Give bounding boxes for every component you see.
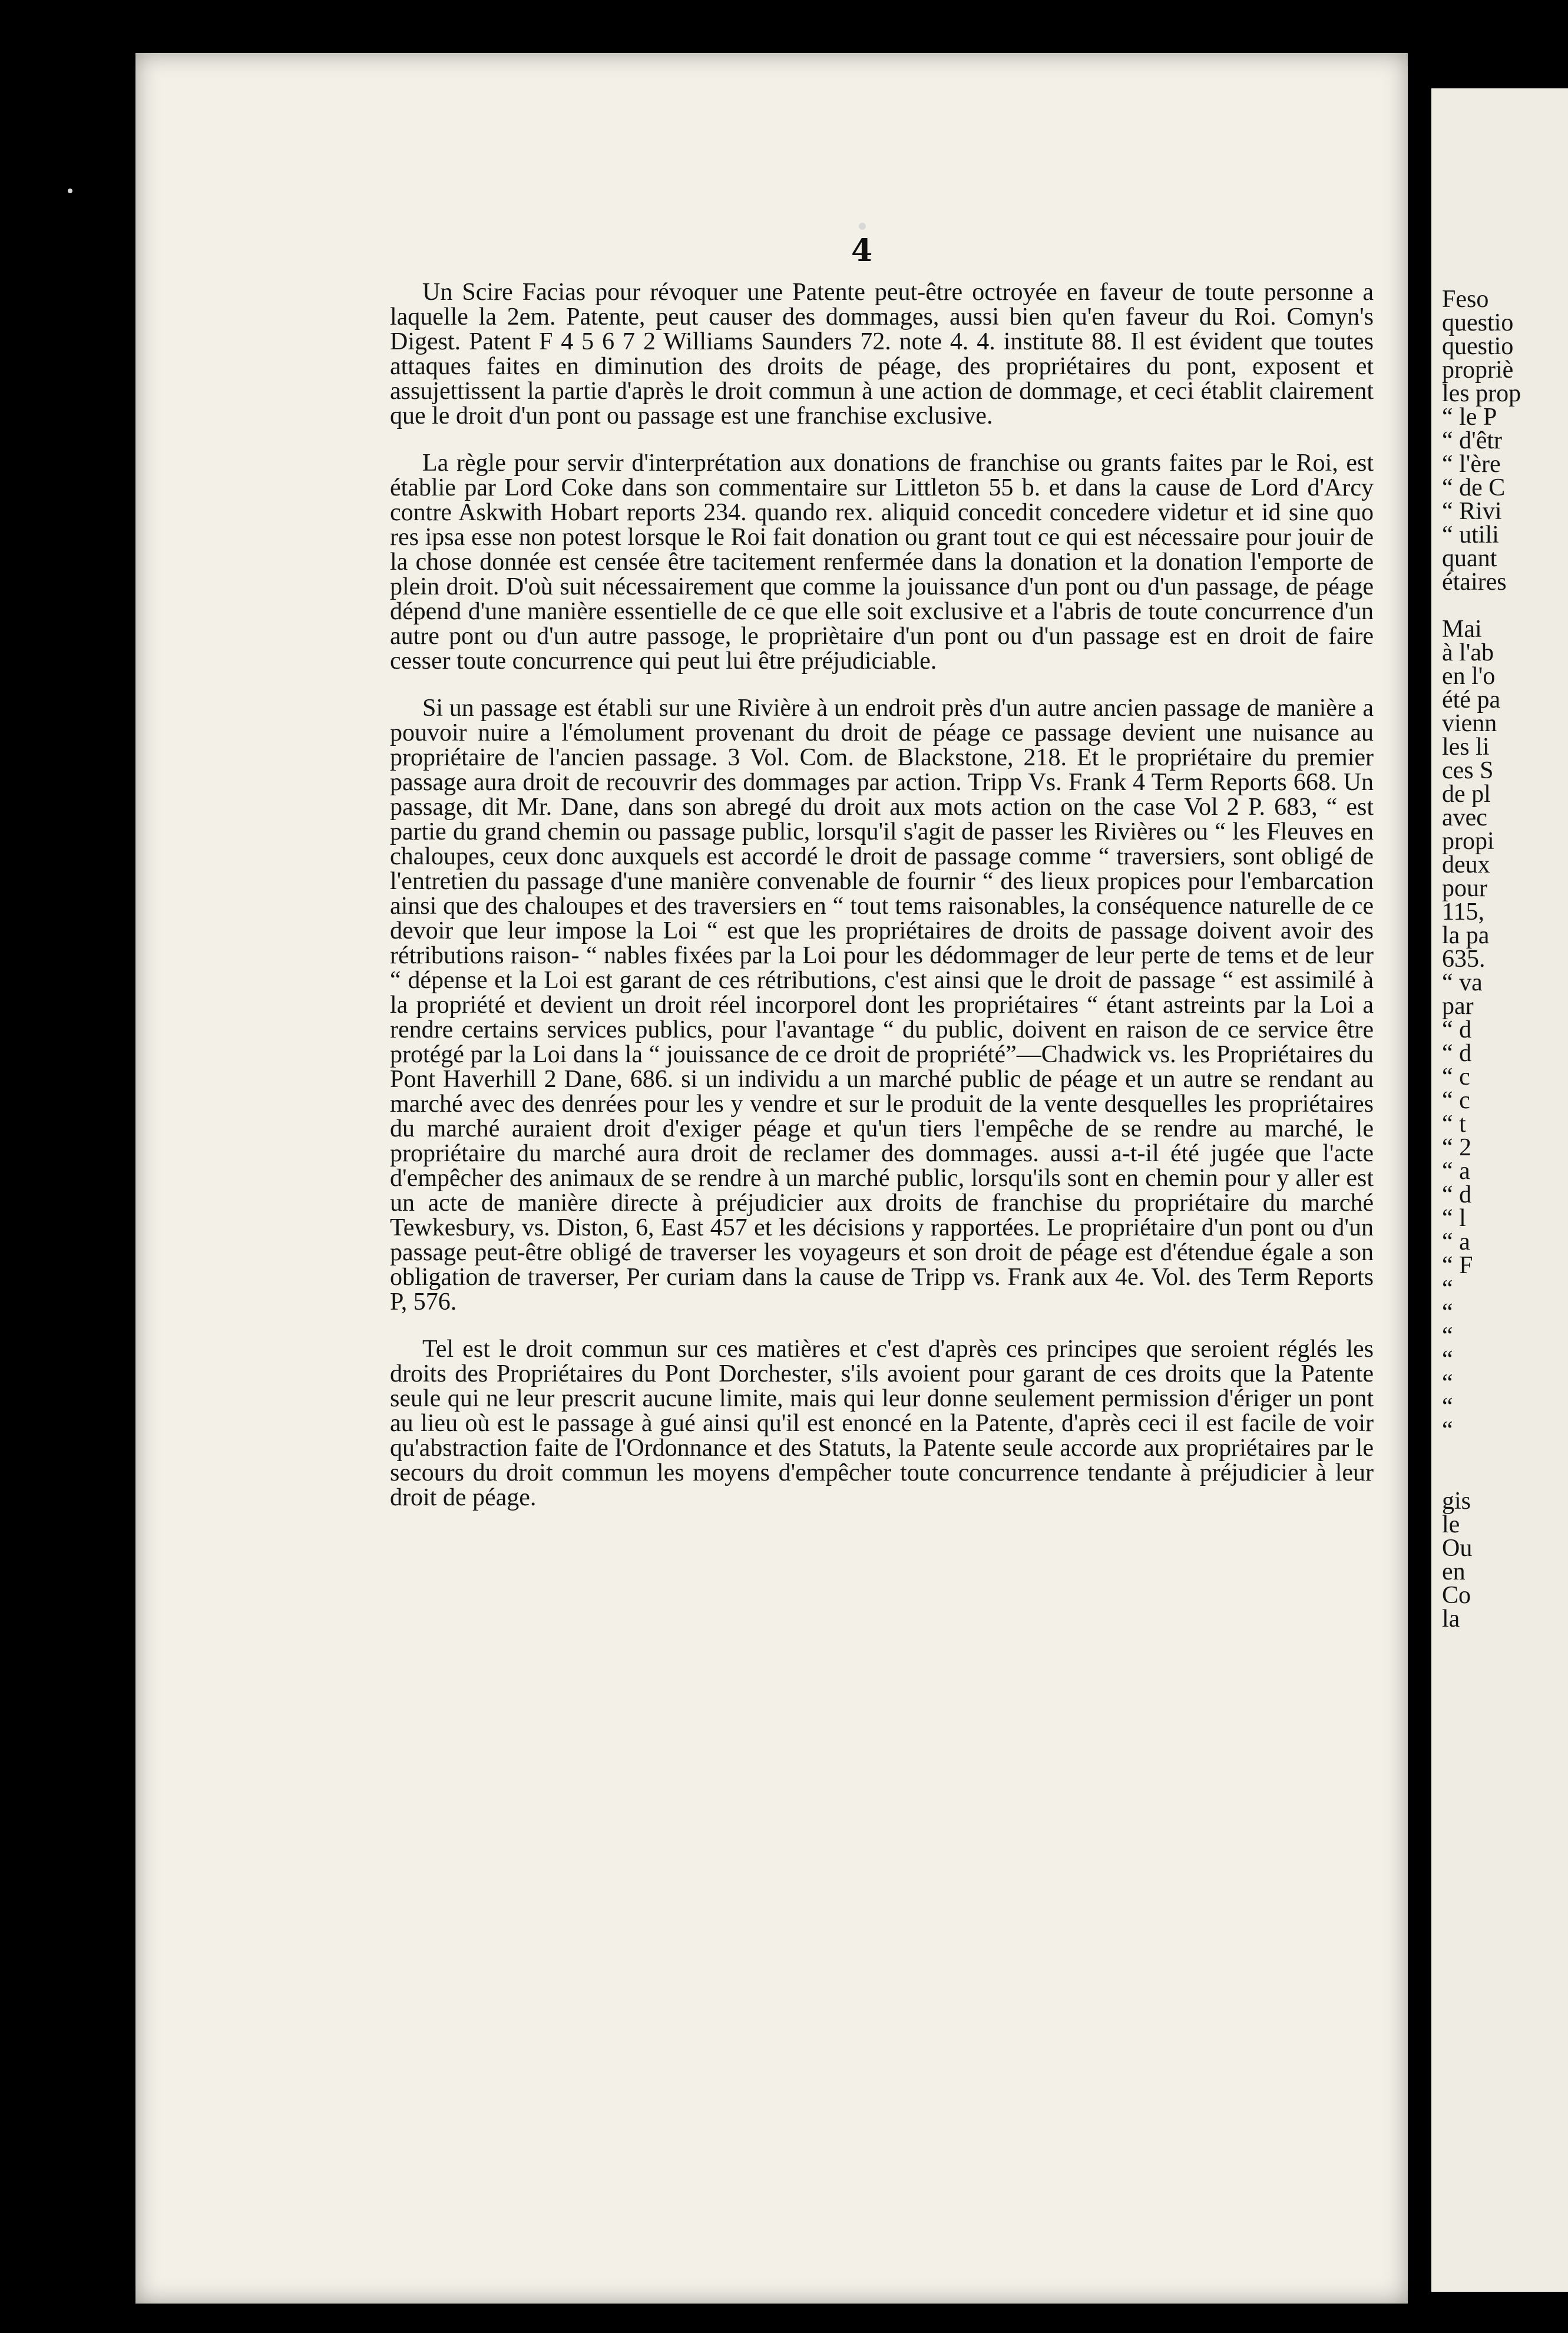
main-text	[390, 280, 1374, 1539]
paragraph-1: Un Scire Facias pour révoquer une Patente peut-être octroyée en faveur de toute personne a laquelle la 2em. Patente, peut causer des dommages, aussi bien qu'en faveur du Roi. Comyn's Digest. Patent F 4 5 6 7 2 Williams Saunders 72. note 4. 4. institute 88. Il est évident que toutes attaques faites en diminution des droits de péage, des propriétaires du pont, exposent et assujettissent la partie d'après le droit commun à une action de dommage, et ceci établit clairement que le droit d'un pont ou passage est une franchise exclusive.	[390, 279, 1374, 429]
print-speck	[859, 223, 866, 230]
right-page-text-fragments: Feso questio questio propriè les prop “ le P “ d'êtr “ l'ère “ de C “ Rivi “ utili quant étaires Mai à l'ab en l'o été pa vienn les li ces S de pl avec propi deux pour 115, la pa 635. “ va par “ d “ d “ c “ c “ t “ 2 “ a “ d “ l “ a “ F “ “ “ “ “ “ “ gis le Ou en Co la	[1442, 286, 1521, 1633]
scan-speck	[68, 189, 72, 193]
paragraph-3: Si un passage est établi sur une Rivière à un endroit près d'un autre ancien passage de manière a pouvoir nuire a l'émolument provenant du droit de péage ce passage devient une nuisance au propriétaire de l'ancien passage. 3 Vol. Com. de Blackstone, 218. Et le propriétaire du premier passage aura droit de recouvrir des dommages par action. Tripp Vs. Frank 4 Term Reports 668. Un passage, dit Mr. Dane, dans son abregé du droit aux mots action on the case Vol 2 P. 683, “ est partie du grand chemin ou passage public, lorsqu'il s'agit de passer les Rivières ou “ les Fleuves en chaloupes, ceux donc auxquels est accordé le droit de passage comme “ traversiers, sont obligé de l'entretien du passage d'une manière convenable de fournir “ des lieux propices pour l'embarcation ainsi que des chaloupes et des traversiers en “ tout tems raisonables, la conséquence naturelle de ce devoir que leur impose la Loi “ est que les propriétaires de droits de passage doivent avoir des rétributions raison- “ nables fixées par la Loi pour les dédommager de leur perte de tems et de leur “ dépense et la Loi est garant de ces rétributions, c'est ainsi que le droit de passage “ est assimilé à la propriété et devient un droit réel incorporel dont les propriétaires “ étant astreints par la Loi a rendre certains services publics, pour l'avantage “ du public, doivent en raison de ce service être protégé par la Loi dans la “ jouissance de ce droit de propriété”—Chadwick vs. les Propriétaires du Pont Haverhill 2 Dane, 686. si un individu a un marché public de péage et un autre se rendant au marché avec des denrées pour les y vendre et sur le produit de la vente desquelles les propriétaires du marché auraient droit d'exiger péage et qu'un tiers l'empêche de se rendre au marché, le propriétaire du marché aura droit de reclamer des dommages. aussi a-t-il été jugée que l'acte d'empêcher des animaux de se rendre à un marché public, lorsqu'ils sont en chemin pour y aller est un acte de manière directe à préjudicier aux droits de franchise du propriétaire du marché Tewkesbury, vs. Diston, 6, East 457 et les décisions y rapportées. Le propriétaire d'un pont ou d'un passage peut-être obligé de traverser les voyageurs et son droit de péage est d'étendue égale a son obligation de traverser, Per curiam dans la cause de Tripp vs. Frank aux 4e. Vol. des Term Reports P, 576.	[390, 695, 1374, 1316]
paragraph-4: Tel est le droit commun sur ces matières et c'est d'après ces principes que seroient réglés les droits des Propriétaires du Pont Dorchester, s'ils avoient pour garant de ces droits que la Patente seule qui ne leur prescrit aucune limite, mais qui leur donne seulement permission d'ériger un pont au lieu où est le passage à gué ainsi qu'il est enoncé en la Patente, d'après ceci il est facile de voir qu'abstraction faite de l'Ordonnance et des Statuts, la Patente seule accorde aux propriétaires par le secours du droit commun les moyens d'empêcher toute concurrence tendante à préjudicier à leur droit de péage.	[390, 1336, 1374, 1511]
page-number: 4	[851, 233, 873, 269]
paragraph-2: La règle pour servir d'interprétation aux donations de franchise ou grants faites par le Roi, est établie par Lord Coke dans son commentaire sur Littleton 55 b. et dans la cause de Lord d'Arcy contre Askwith Hobart reports 234. quando rex. aliquid concedit concedere videtur et id sine quo res ipsa esse non potest lorsque le Roi fait donation ou grant tout ce qui est nécessaire pour jouir de la chose donnée est censée être tacitement renfermée dans la donation et la donation l'emporte de plein droit. D'où suit nécessairement que comme la jouissance d'un pont ou d'un passage, de péage dépend d'une manière essentielle de ce que elle soit exclusive et a l'abris de toute concurrence d'un autre pont ou d'un autre passoge, le propriètaire d'un pont ou d'un passage est en droit de faire cesser toute concurrence qui peut lui être préjudiciable.	[390, 450, 1374, 675]
